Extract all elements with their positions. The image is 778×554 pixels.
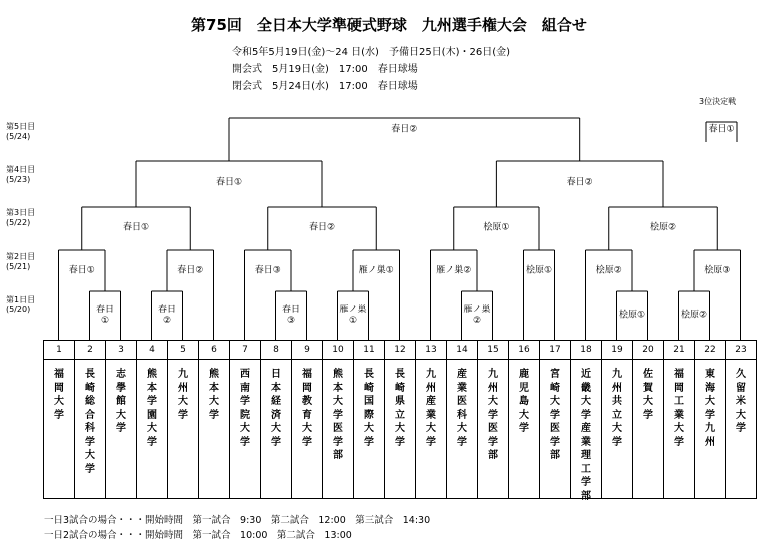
match-label: 春日 ③ (281, 305, 301, 326)
team-slot (291, 340, 323, 499)
team-slot (353, 340, 385, 499)
team-number: 21 (664, 341, 694, 360)
team-number: 13 (416, 341, 446, 360)
match-label: 春日② (566, 177, 593, 188)
team-number: 14 (447, 341, 477, 360)
match-label: 桧原③ (704, 265, 731, 276)
team-number: 16 (509, 341, 539, 360)
team-name: 近畿大学産業理工学部 (581, 369, 591, 502)
team-number: 9 (292, 341, 322, 360)
match-label: 桧原② (680, 310, 708, 321)
team-number: 4 (137, 341, 167, 360)
team-slot (229, 340, 261, 499)
team-number: 1 (44, 341, 74, 360)
match-label: 春日① (122, 222, 150, 233)
team-slot (105, 340, 137, 499)
team-number: 18 (571, 341, 601, 360)
match-label: 春日① (215, 177, 243, 188)
page-title: 第75回 全日本大学準硬式野球 九州選手権大会 組合せ (191, 16, 587, 34)
team-name: 東海大学九州 (705, 369, 715, 448)
team-slot (601, 340, 633, 499)
match-label: 桧原① (525, 265, 553, 276)
team-name: 熊本学園大学 (147, 369, 157, 448)
team-slot (539, 340, 571, 499)
team-name: 九州大学 (178, 369, 188, 421)
team-number: 12 (385, 341, 415, 360)
team-number: 2 (75, 341, 105, 360)
team-name: 産業医科大学 (457, 369, 467, 448)
team-number: 10 (323, 341, 353, 360)
team-number: 23 (726, 341, 756, 360)
round-label: 第4日目 (5/23) (6, 165, 36, 184)
team-slot (477, 340, 509, 499)
team-slot (446, 340, 478, 499)
team-slot (415, 340, 447, 499)
match-label: 雁ノ巣 ② (463, 305, 491, 326)
team-number: 15 (478, 341, 508, 360)
match-label: 春日 ② (157, 305, 177, 326)
team-name: 長崎国際大学 (364, 369, 374, 448)
team-name: 長崎総合科学大学 (85, 369, 95, 475)
team-name: 熊本大学医学部 (333, 369, 343, 461)
team-slot (570, 340, 602, 502)
team-slot (167, 340, 199, 499)
note-two-games: 一日2試合の場合・・・開始時間 第一試合 10:00 第二試合 13:00 (44, 530, 352, 541)
team-slot (384, 340, 416, 499)
team-name: 西南学院大学 (240, 369, 250, 448)
third-place-label: 3位決定戦 (699, 97, 737, 106)
team-name: 久留米大学 (736, 369, 746, 434)
team-name: 福岡大学 (54, 369, 64, 421)
team-name: 長崎県立大学 (395, 369, 405, 448)
team-number: 5 (168, 341, 198, 360)
team-name: 九州大学医学部 (488, 369, 498, 461)
round-label: 第3日目 (5/22) (6, 208, 36, 227)
match-label: 雁ノ巣① (358, 265, 394, 276)
team-name: 九州共立大学 (612, 369, 622, 448)
team-slot (725, 340, 757, 499)
match-label: 春日② (308, 222, 336, 233)
team-number: 19 (602, 341, 632, 360)
match-label: 春日② (177, 265, 204, 276)
team-name: 佐賀大学 (643, 369, 653, 421)
match-label: 桧原② (595, 265, 622, 276)
team-slot (43, 340, 75, 499)
team-number: 8 (261, 341, 291, 360)
team-number: 17 (540, 341, 570, 360)
schedule-text: 令和5年5月19日(金)～24 日(水) 予備日25日(木)・26日(金) (232, 47, 511, 58)
round-label: 第2日目 (5/21) (6, 252, 36, 271)
team-name: 熊本大学 (209, 369, 219, 421)
match-label: 春日 ① (95, 305, 115, 326)
team-slot (260, 340, 292, 499)
round-label: 第5日目 (5/24) (6, 122, 36, 141)
team-number: 7 (230, 341, 260, 360)
opening-ceremony-text: 開会式 5月19日(金) 17:00 春日球場 (232, 64, 418, 75)
match-label: 雁ノ巣② (436, 265, 472, 276)
team-name: 志學館大学 (116, 369, 126, 434)
round-label: 第1日目 (5/20) (6, 295, 36, 314)
team-slot (694, 340, 726, 499)
team-number: 6 (199, 341, 229, 360)
match-label: 春日② (391, 124, 418, 135)
team-slot (198, 340, 230, 499)
team-slot (632, 340, 664, 499)
match-label: 桧原① (618, 310, 646, 321)
team-slot (74, 340, 106, 499)
team-slot (663, 340, 695, 499)
team-name: 宮崎大学医学部 (550, 369, 560, 461)
team-name: 九州産業大学 (426, 369, 436, 448)
team-number: 11 (354, 341, 384, 360)
team-slot (136, 340, 168, 499)
team-number: 20 (633, 341, 663, 360)
match-label: 雁ノ巣 ① (339, 305, 367, 326)
team-slot (322, 340, 354, 499)
match-label: 春日① (68, 265, 95, 276)
team-name: 日本経済大学 (271, 369, 281, 448)
match-label: 春日① (708, 124, 735, 135)
match-label: 桧原② (649, 222, 677, 233)
team-name: 福岡教育大学 (302, 369, 312, 448)
closing-ceremony-text: 閉会式 5月24日(水) 17:00 春日球場 (232, 81, 418, 92)
team-slot (508, 340, 540, 499)
match-label: 桧原① (483, 222, 510, 233)
team-number: 3 (106, 341, 136, 360)
note-three-games: 一日3試合の場合・・・開始時間 第一試合 9:30 第二試合 12:00 第三試合 14:30 (44, 515, 431, 526)
team-number: 22 (695, 341, 725, 360)
match-label: 春日③ (254, 265, 281, 276)
team-name: 福岡工業大学 (674, 369, 684, 448)
team-name: 鹿児島大学 (519, 369, 529, 434)
